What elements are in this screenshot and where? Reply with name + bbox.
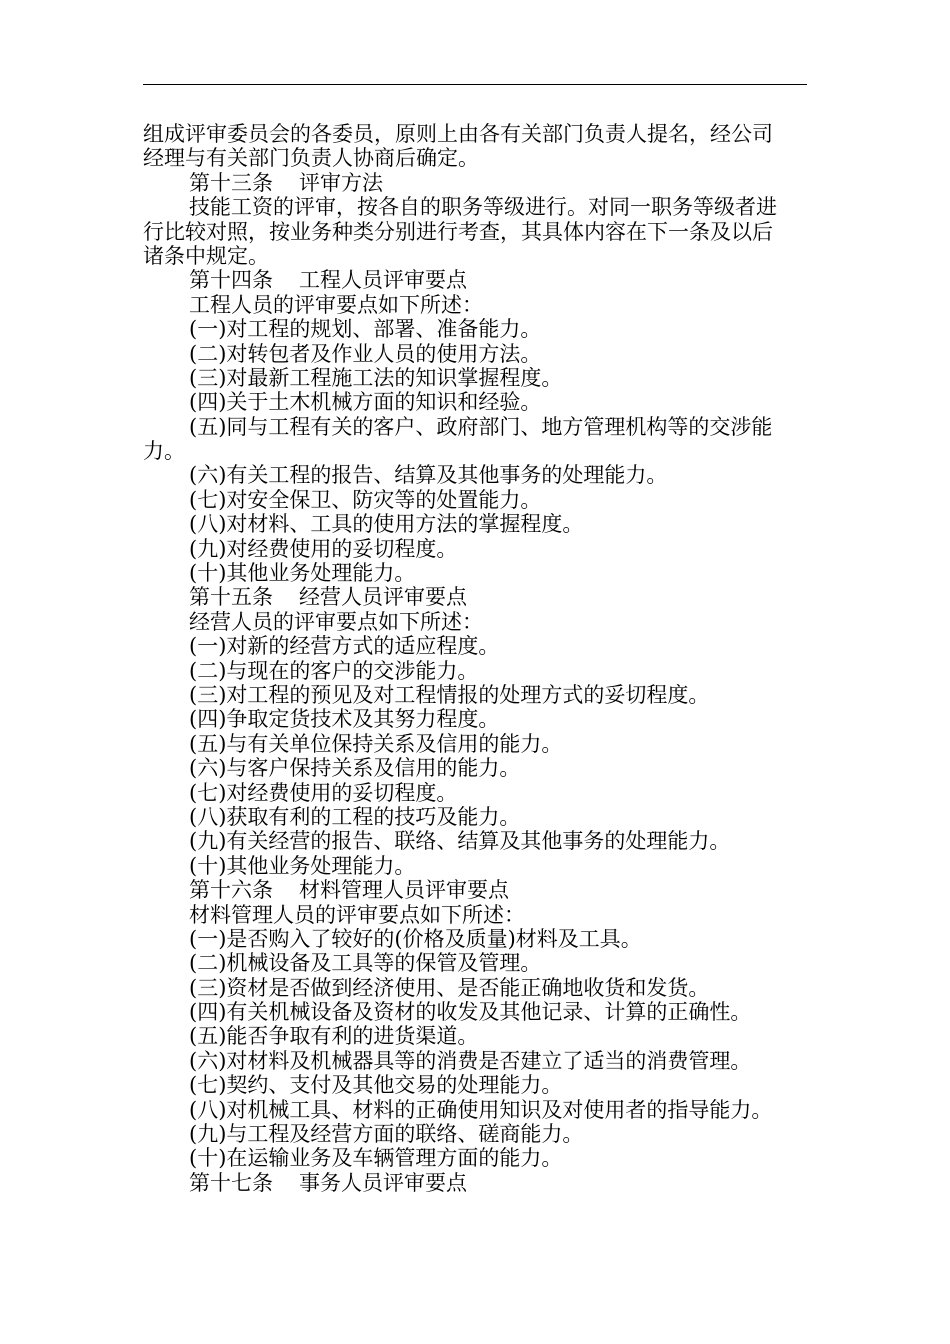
line-text: (七)对安全保卫、防灾等的处置能力。: [189, 487, 542, 512]
text-line: [143, 659, 807, 683]
document-body: [143, 122, 807, 1195]
text-line: [143, 220, 807, 244]
line-text: (七)对经费使用的妥切程度。: [189, 780, 458, 805]
article-number: 第十六条: [189, 878, 273, 903]
text-line: [143, 293, 807, 317]
line-text: (一)是否购入了较好的(价格及质量)材料及工具。: [189, 926, 642, 951]
text-line: [143, 1146, 807, 1170]
line-text: (四)关于土木机械方面的知识和经验。: [189, 390, 542, 415]
text-line: [143, 756, 807, 780]
text-line: [143, 829, 807, 853]
text-line: [143, 195, 807, 219]
line-text: (一)对新的经营方式的适应程度。: [189, 634, 500, 659]
text-line: [143, 317, 807, 341]
line-text: (三)对最新工程施工法的知识掌握程度。: [189, 365, 563, 390]
text-line: [143, 488, 807, 512]
line-text: 行比较对照，按业务种类分别进行考查，其具体内容在下一条及以后: [143, 219, 773, 244]
line-text: (四)有关机械设备及资材的收发及其他记录、计算的正确性。: [189, 1000, 752, 1025]
line-text: (一)对工程的规划、部署、准备能力。: [189, 317, 542, 342]
line-text: (八)获取有利的工程的技巧及能力。: [189, 804, 521, 829]
text-line: [143, 927, 807, 951]
text-line: [143, 610, 807, 634]
article-number: 第十三条: [189, 170, 273, 195]
text-line: [143, 1049, 807, 1073]
line-text: 力。: [143, 439, 185, 464]
text-line: [143, 805, 807, 829]
text-line: [143, 634, 807, 658]
article-title: 材料管理人员评审要点: [299, 878, 509, 903]
text-line: [143, 1000, 807, 1024]
line-text: (七)契约、支付及其他交易的处理能力。: [189, 1073, 563, 1098]
text-line: [143, 903, 807, 927]
line-text: (二)对转包者及作业人员的使用方法。: [189, 341, 542, 366]
line-text: 工程人员的评审要点如下所述：: [189, 292, 483, 317]
line-text: (三)资材是否做到经济使用、是否能正确地收货和发货。: [189, 975, 710, 1000]
text-line: [143, 561, 807, 585]
text-line: [143, 439, 807, 463]
line-text: (六)与客户保持关系及信用的能力。: [189, 756, 521, 781]
line-text: (二)机械设备及工具等的保管及管理。: [189, 951, 542, 976]
article-heading: [143, 878, 807, 902]
line-text: (六)有关工程的报告、结算及其他事务的处理能力。: [189, 463, 668, 488]
article-title: 工程人员评审要点: [299, 268, 467, 293]
text-line: [143, 1122, 807, 1146]
text-line: [143, 537, 807, 561]
text-line: [143, 463, 807, 487]
text-line: [143, 732, 807, 756]
text-line: [143, 366, 807, 390]
line-text: (九)有关经营的报告、联络、结算及其他事务的处理能力。: [189, 829, 731, 854]
line-text: 材料管理人员的评审要点如下所述：: [189, 902, 525, 927]
line-text: (五)能否争取有利的进货渠道。: [189, 1024, 479, 1049]
article-heading: [143, 585, 807, 609]
line-text: (十)其他业务处理能力。: [189, 853, 416, 878]
line-text: 技能工资的评审，按各自的职务等级进行。对同一职务等级者进: [189, 195, 777, 220]
article-title: 经营人员评审要点: [299, 585, 467, 610]
article-title: 事务人员评审要点: [299, 1170, 467, 1195]
line-text: (八)对机械工具、材料的正确使用知识及对使用者的指导能力。: [189, 1097, 773, 1122]
line-text: (九)对经费使用的妥切程度。: [189, 536, 458, 561]
line-text: (三)对工程的预见及对工程情报的处理方式的妥切程度。: [189, 682, 710, 707]
line-text: (十)其他业务处理能力。: [189, 561, 416, 586]
text-line: [143, 244, 807, 268]
text-line: [143, 512, 807, 536]
line-text: (六)对材料及机械器具等的消费是否建立了适当的消费管理。: [189, 1048, 752, 1073]
text-line: [143, 122, 807, 146]
header-rule: [143, 84, 807, 85]
line-text: 组成评审委员会的各委员，原则上由各有关部门负责人提名，经公司: [143, 122, 773, 146]
line-text: 经理与有关部门负责人协商后确定。: [143, 146, 479, 171]
article-number: 第十四条: [189, 268, 273, 293]
text-line: [143, 1024, 807, 1048]
line-text: (四)争取定货技术及其努力程度。: [189, 707, 500, 732]
article-title: 评审方法: [299, 170, 383, 195]
text-line: [143, 1098, 807, 1122]
line-text: 诸条中规定。: [143, 243, 269, 268]
text-line: [143, 707, 807, 731]
text-line: [143, 1073, 807, 1097]
line-text: 经营人员的评审要点如下所述：: [189, 609, 483, 634]
article-heading: [143, 268, 807, 292]
line-text: (八)对材料、工具的使用方法的掌握程度。: [189, 512, 584, 537]
line-text: (九)与工程及经营方面的联络、磋商能力。: [189, 1122, 584, 1147]
line-text: (五)与有关单位保持关系及信用的能力。: [189, 731, 563, 756]
text-line: [143, 415, 807, 439]
text-line: [143, 951, 807, 975]
text-line: [143, 781, 807, 805]
text-line: [143, 976, 807, 1000]
text-line: [143, 342, 807, 366]
text-line: [143, 390, 807, 414]
article-number: 第十七条: [189, 1170, 273, 1195]
line-text: (二)与现在的客户的交涉能力。: [189, 658, 479, 683]
article-number: 第十五条: [189, 585, 273, 610]
article-heading: [143, 1171, 807, 1195]
article-heading: [143, 171, 807, 195]
text-line: [143, 854, 807, 878]
text-line: [143, 683, 807, 707]
line-text: (十)在运输业务及车辆管理方面的能力。: [189, 1146, 563, 1171]
text-line: [143, 146, 807, 170]
line-text: (五)同与工程有关的客户、政府部门、地方管理机构等的交涉能: [189, 414, 773, 439]
